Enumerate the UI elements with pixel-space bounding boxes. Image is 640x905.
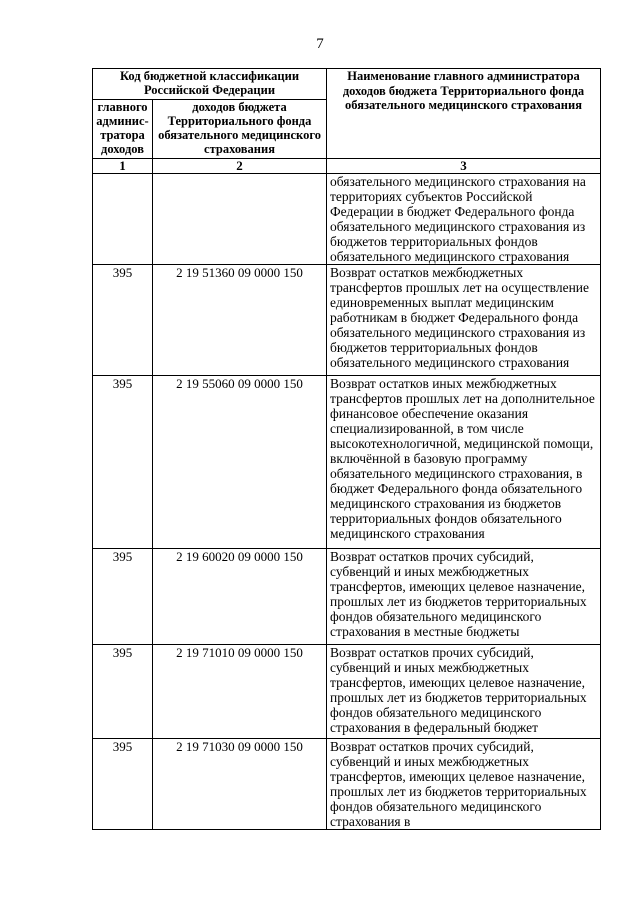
table-row <box>93 549 601 645</box>
column-number: 3 <box>327 159 601 174</box>
admin-code-cell: 395 <box>93 376 153 549</box>
revenue-code-cell: 2 19 71030 09 0000 150 <box>153 739 327 830</box>
header-revenue-code: доходов бюджета Территориального фонда обязательного медицинского страхования <box>153 100 327 159</box>
header-main-admin: главного админис-тратора доходов <box>93 100 153 159</box>
budget-classification-table <box>92 68 601 830</box>
revenue-code-cell: 2 19 55060 09 0000 150 <box>153 376 327 549</box>
revenue-code-cell: 2 19 71010 09 0000 150 <box>153 645 327 739</box>
revenue-name-cell: Возврат остатков межбюджетных трансфертов прошлых лет на осуществление единовременных выплат медицинским работникам в бюджет Федерального фонда обязательного медицинского страхования из бюджетов территориальных фондов обязательного медицинского страхования <box>327 265 601 376</box>
admin-code-cell <box>93 174 153 265</box>
revenue-code-cell: 2 19 51360 09 0000 150 <box>153 265 327 376</box>
table-row <box>93 265 601 376</box>
table-row <box>93 645 601 739</box>
revenue-name-cell: обязательного медицинского страхования на территориях субъектов Российской Федерации в бюджет Федерального фонда обязательного медицинского страхования из бюджетов территориальных фондов обязательного медицинского страхования <box>327 174 601 265</box>
page-number: 7 <box>316 36 324 52</box>
revenue-name-cell: Возврат остатков прочих субсидий, субвенций и иных межбюджетных трансфертов, имеющих целевое назначение, прошлых лет из бюджетов территориальных фондов обязательного медицинского страхования в <box>327 739 601 830</box>
revenue-code-cell: 2 19 60020 09 0000 150 <box>153 549 327 645</box>
header-kbk-group: Код бюджетной классификации Российской Федерации <box>93 69 327 100</box>
header-row-group <box>93 69 601 100</box>
admin-code-cell: 395 <box>93 265 153 376</box>
revenue-name-cell: Возврат остатков прочих субсидий, субвенций и иных межбюджетных трансфертов, имеющих целевое назначение, прошлых лет из бюджетов территориальных фондов обязательного медицинского страхования в федеральный бюджет <box>327 645 601 739</box>
revenue-name-cell: Возврат остатков иных межбюджетных трансфертов прошлых лет на дополнительное финансовое обеспечение оказания специализированной, в том числе высокотехнологичной, медицинской помощи, включённой в базовую программу обязательного медицинского страхования, в бюджет Федерального фонда обязательного медицинского страхования из бюджетов территориальных фондов обязательного медицинского страхования <box>327 376 601 549</box>
revenue-code-cell <box>153 174 327 265</box>
revenue-name-cell: Возврат остатков прочих субсидий, субвенций и иных межбюджетных трансфертов, имеющих целевое назначение, прошлых лет из бюджетов территориальных фондов обязательного медицинского страхования в местные бюджеты <box>327 549 601 645</box>
column-number: 1 <box>93 159 153 174</box>
table-row <box>93 174 601 265</box>
admin-code-cell: 395 <box>93 549 153 645</box>
table-row <box>93 376 601 549</box>
table-row <box>93 739 601 830</box>
header-admin-name: Наименование главного администратора доходов бюджета Территориального фонда обязательного медицинского страхования <box>327 69 601 159</box>
column-number-row <box>93 159 601 174</box>
column-number: 2 <box>153 159 327 174</box>
admin-code-cell: 395 <box>93 645 153 739</box>
admin-code-cell: 395 <box>93 739 153 830</box>
